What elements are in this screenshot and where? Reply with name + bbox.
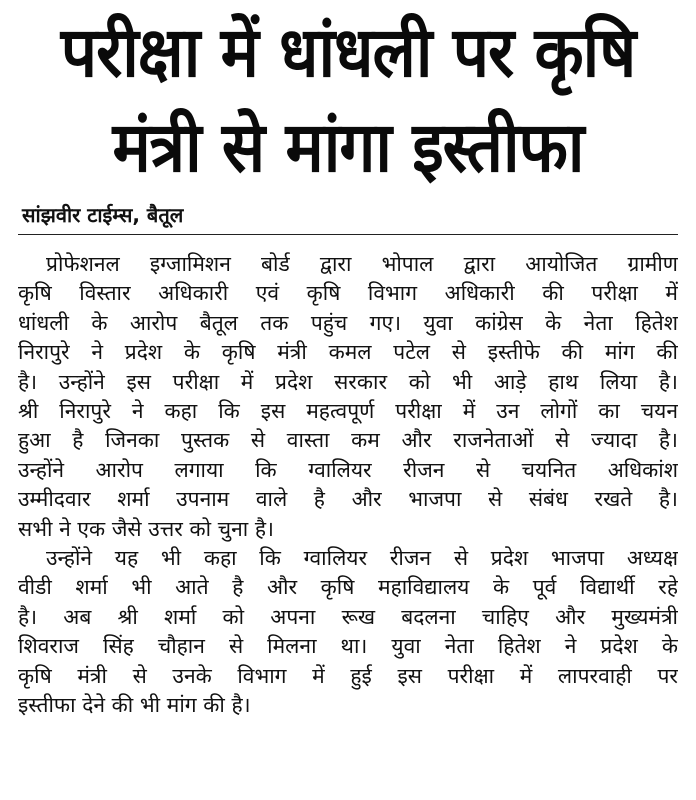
text-line: शिवराज सिंह चौहान से मिलना था। युवा नेता हितेश ने प्रदेश के — [18, 634, 678, 659]
text-line: निरापुरे ने प्रदेश के कृषि मंत्री कमल पटेल से इस्तीफे की मांग की — [18, 340, 678, 365]
paragraph-2 — [18, 544, 678, 720]
text-line: धांधली के आरोप बैतूल तक पहुंच गए। युवा कांग्रेस के नेता हितेश — [18, 310, 678, 335]
text-line: उम्मीदवार शर्मा उपनाम वाले है और भाजपा से संबंध रखते है। — [18, 487, 678, 512]
paragraph-1 — [18, 250, 678, 544]
byline: सांझवीर टाईम्स, बैतूल — [22, 203, 184, 227]
byline-divider — [18, 234, 678, 235]
text-line: है। उन्होंने इस परीक्षा में प्रदेश सरकार को भी आड़े हाथ लिया है। — [18, 369, 678, 394]
text-line: उन्होंने यह भी कहा कि ग्वालियर रीजन से प्रदेश भाजपा अध्यक्ष — [46, 546, 678, 571]
article-body — [18, 250, 678, 721]
text-line: है। अब श्री शर्मा को अपना रूख बदलना चाहिए और मुख्यमंत्री — [18, 604, 678, 629]
headline — [0, 6, 696, 196]
text-line: कृषि विस्तार अधिकारी एवं कृषि विभाग अधिकारी की परीक्षा में — [18, 281, 678, 306]
text-line: उन्होंने आरोप लगाया कि ग्वालियर रीजन से चयनित अधिकांश — [18, 457, 678, 482]
text-line: प्रोफेशनल इग्जामिशन बोर्ड द्वारा भोपाल द्वारा आयोजित ग्रामीण — [46, 252, 678, 276]
text-line: सभी ने एक जैसे उत्तर को चुना है। — [18, 516, 275, 541]
text-line: श्री निरापुरे ने कहा कि इस महत्वपूर्ण परीक्षा में उन लोगों का चयन — [18, 399, 678, 424]
text-line: इस्तीफा देने की भी मांग की है। — [18, 693, 251, 718]
headline-line-1: परीक्षा में धांधली पर कृषि — [60, 13, 636, 94]
text-line: वीडी शर्मा भी आते है और कृषि महाविद्यालय के पूर्व विद्यार्थी रहे — [18, 575, 678, 600]
text-line: कृषि मंत्री से उनके विभाग में हुई इस परीक्षा में लापरवाही पर — [18, 663, 678, 688]
headline-line-2: मंत्री से मांगा इस्तीफा — [112, 108, 584, 189]
text-line: हुआ है जिनका पुस्तक से वास्ता कम और राजनेताओं से ज्यादा है। — [18, 428, 678, 453]
